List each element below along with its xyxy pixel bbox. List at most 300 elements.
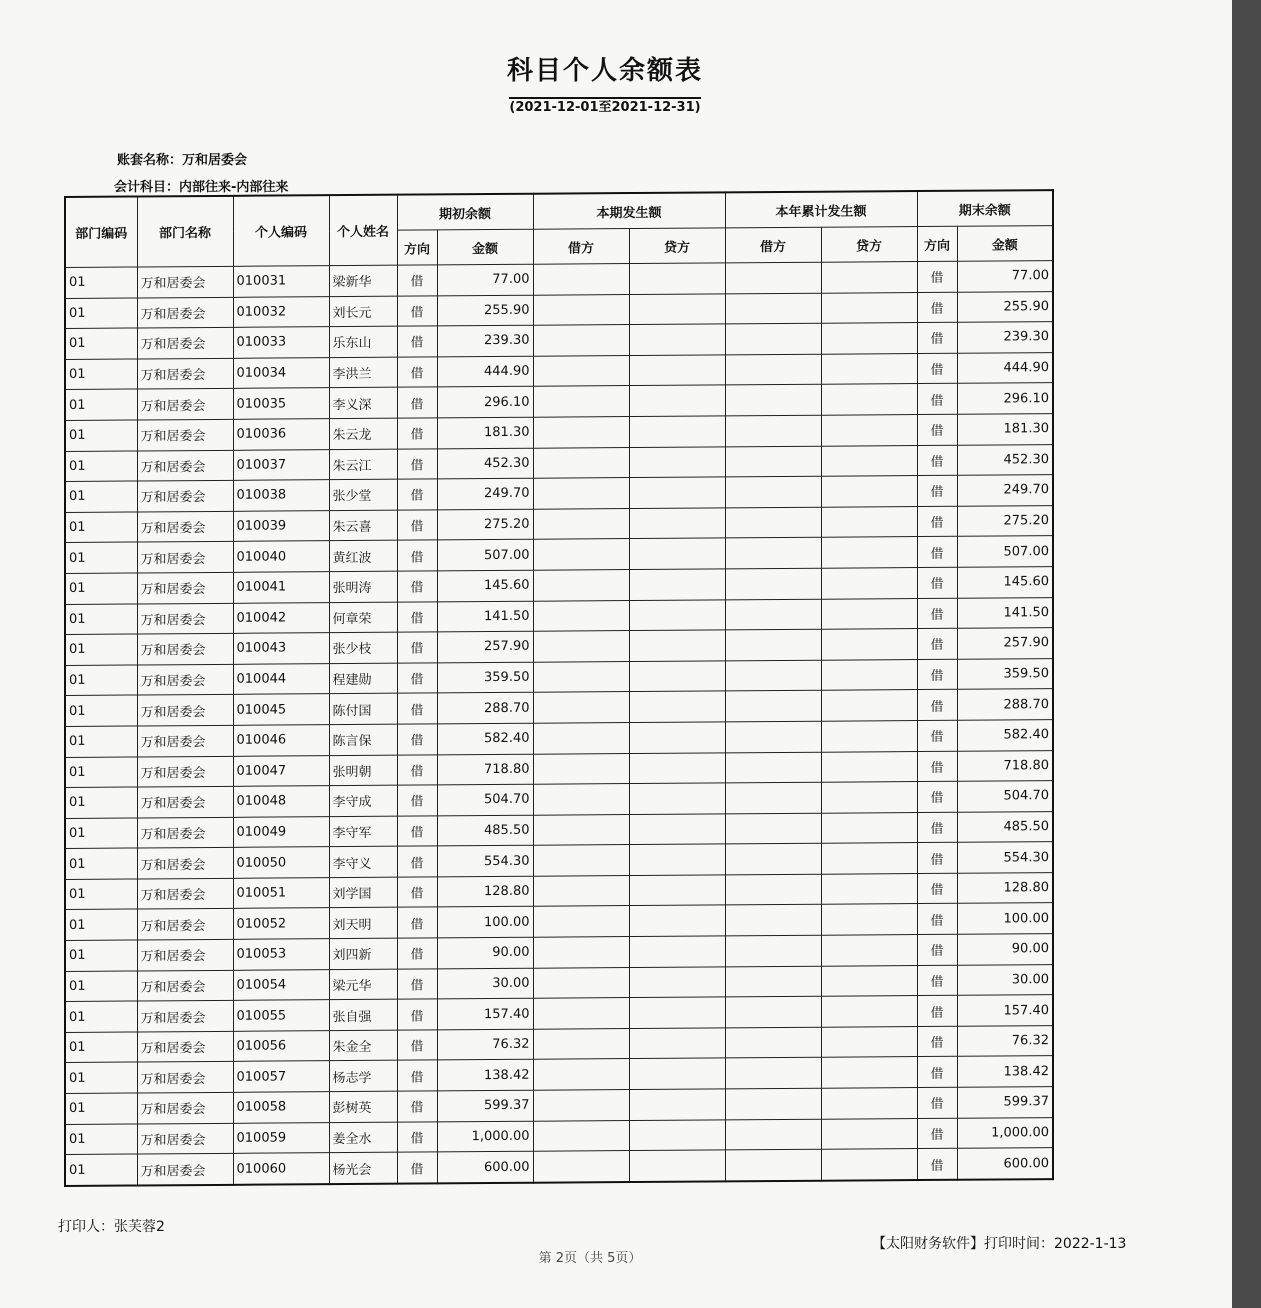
printer-label: 打印人：张芙蓉2 <box>58 1219 165 1235</box>
opening-amount-cell: 452.30 <box>437 448 533 479</box>
opening-direction-cell: 借 <box>397 1030 437 1061</box>
dept-name-cell: 万和居委会 <box>137 603 233 634</box>
dept-code-cell: 01 <box>65 1093 137 1124</box>
subject-label: 会计科目：内部往来-内部往来 <box>114 180 289 195</box>
report-title: 科目个人余额表 <box>506 56 703 86</box>
opening-direction-cell: 借 <box>397 295 437 326</box>
ytd-credit-cell <box>821 782 917 813</box>
current-credit-cell <box>629 446 725 477</box>
closing-direction-cell: 借 <box>917 322 957 353</box>
person-name-cell: 张少枝 <box>329 632 397 663</box>
dept-code-cell: 01 <box>65 573 137 604</box>
closing-amount-cell: 77.00 <box>957 261 1053 292</box>
dept-name-cell: 万和居委会 <box>137 266 233 297</box>
current-credit-cell <box>629 599 725 630</box>
closing-amount-cell: 554.30 <box>957 842 1053 873</box>
current-credit-cell <box>629 569 725 600</box>
opening-amount-cell: 30.00 <box>437 968 533 999</box>
opening-amount-cell: 359.50 <box>437 662 533 693</box>
ytd-debit-cell <box>725 691 821 722</box>
current-credit-cell <box>629 844 725 875</box>
ytd-debit-cell <box>725 323 821 354</box>
closing-amount-cell: 100.00 <box>957 903 1053 934</box>
closing-direction-cell: 借 <box>917 812 957 843</box>
dept-code-cell: 01 <box>65 1032 137 1063</box>
opening-amount-cell: 288.70 <box>437 693 533 724</box>
person-name-cell: 李守成 <box>329 785 397 816</box>
person-code-cell: 010056 <box>233 1030 329 1061</box>
person-code-cell: 010058 <box>233 1092 329 1123</box>
opening-amount-cell: 600.00 <box>437 1151 533 1183</box>
person-code-cell: 010048 <box>233 786 329 817</box>
person-code-cell: 010032 <box>233 296 329 327</box>
dept-code-cell: 01 <box>65 267 137 298</box>
opening-amount-cell: 444.90 <box>437 356 533 387</box>
person-name-cell: 陈付国 <box>329 693 397 724</box>
current-credit-cell <box>629 385 725 416</box>
dept-name-cell: 万和居委会 <box>137 909 233 940</box>
person-name-cell: 陈言保 <box>329 724 397 755</box>
dept-code-cell: 01 <box>65 726 137 757</box>
person-code-cell: 010040 <box>233 541 329 572</box>
report-period <box>0 96 1210 115</box>
dept-code-cell: 01 <box>65 787 137 818</box>
dept-name-cell: 万和居委会 <box>137 939 233 970</box>
col-person-code: 个人编码 <box>233 195 329 266</box>
person-code-cell: 010038 <box>233 480 329 511</box>
ytd-credit-cell <box>821 567 917 598</box>
person-code-cell: 010049 <box>233 816 329 847</box>
opening-direction-cell: 借 <box>397 418 437 449</box>
opening-direction-cell: 借 <box>397 357 437 388</box>
dept-code-cell: 01 <box>65 359 137 390</box>
ytd-debit-cell <box>725 538 821 569</box>
dept-name-cell: 万和居委会 <box>137 1154 233 1186</box>
ytd-credit-cell <box>821 262 917 293</box>
dept-code-cell: 01 <box>65 328 137 359</box>
closing-direction-cell: 借 <box>917 843 957 874</box>
closing-direction-cell: 借 <box>917 1148 957 1179</box>
ytd-credit-cell <box>821 537 917 568</box>
dept-code-cell: 01 <box>65 389 137 420</box>
ytd-debit-cell <box>725 1058 821 1089</box>
dept-name-cell: 万和居委会 <box>137 664 233 695</box>
person-code-cell: 010047 <box>233 755 329 786</box>
col-opening-amount: 金额 <box>437 229 533 265</box>
current-credit-cell <box>629 783 725 814</box>
current-credit-cell <box>629 263 725 294</box>
ytd-credit-cell <box>821 904 917 935</box>
opening-amount-cell: 296.10 <box>437 387 533 418</box>
person-name-cell: 李守军 <box>329 816 397 847</box>
person-code-cell: 010059 <box>233 1122 329 1153</box>
dept-name-cell: 万和居委会 <box>137 1123 233 1154</box>
dept-code-cell: 01 <box>65 634 137 665</box>
current-debit-cell <box>533 1151 629 1183</box>
closing-amount-cell: 255.90 <box>957 291 1053 322</box>
opening-direction-cell: 借 <box>397 846 437 877</box>
ytd-debit-cell <box>725 446 821 477</box>
dept-code-cell: 01 <box>65 879 137 910</box>
person-code-cell: 010034 <box>233 357 329 388</box>
opening-direction-cell: 借 <box>397 1091 437 1122</box>
ytd-credit-cell <box>821 1118 917 1149</box>
person-name-cell: 杨光会 <box>329 1152 397 1184</box>
opening-direction-cell: 借 <box>397 1060 437 1091</box>
person-code-cell: 010037 <box>233 449 329 480</box>
opening-direction-cell: 借 <box>397 938 437 969</box>
current-debit-cell <box>533 1028 629 1059</box>
dept-name-cell: 万和居委会 <box>137 756 233 787</box>
current-credit-cell <box>629 355 725 386</box>
person-code-cell: 010054 <box>233 969 329 1000</box>
person-code-cell: 010050 <box>233 847 329 878</box>
current-debit-cell <box>533 814 629 845</box>
current-credit-cell <box>629 661 725 692</box>
dept-code-cell: 01 <box>65 542 137 573</box>
current-debit-cell <box>533 478 629 509</box>
col-closing: 期末余额 <box>917 190 1053 226</box>
dept-code-cell: 01 <box>65 481 137 512</box>
closing-amount-cell: 296.10 <box>957 383 1053 414</box>
person-code-cell: 010039 <box>233 510 329 541</box>
ytd-debit-cell <box>725 843 821 874</box>
ytd-credit-cell <box>821 598 917 629</box>
closing-direction-cell: 借 <box>917 292 957 323</box>
opening-amount-cell: 718.80 <box>437 754 533 785</box>
col-ytd: 本年累计发生额 <box>725 191 917 228</box>
dept-code-cell: 01 <box>65 512 137 543</box>
software-print-time: 【太阳财务软件】打印时间：2022-1-13 <box>872 1236 1127 1252</box>
current-credit-cell <box>629 630 725 661</box>
dept-name-cell: 万和居委会 <box>137 450 233 481</box>
current-debit-cell <box>533 753 629 784</box>
person-name-cell: 刘学国 <box>329 877 397 908</box>
closing-amount-cell: 249.70 <box>957 475 1053 506</box>
ytd-debit-cell <box>725 507 821 538</box>
closing-amount-cell: 138.42 <box>957 1056 1053 1087</box>
person-name-cell: 彭树英 <box>329 1091 397 1122</box>
person-code-cell: 010060 <box>233 1153 329 1185</box>
current-credit-cell <box>629 1058 725 1089</box>
current-debit-cell <box>533 875 629 906</box>
person-name-cell: 刘长元 <box>329 296 397 327</box>
closing-direction-cell: 借 <box>917 751 957 782</box>
person-code-cell: 010031 <box>233 266 329 297</box>
closing-direction-cell: 借 <box>917 873 957 904</box>
closing-direction-cell: 借 <box>917 1026 957 1057</box>
opening-direction-cell: 借 <box>397 571 437 602</box>
closing-direction-cell: 借 <box>917 1087 957 1118</box>
current-debit-cell <box>533 998 629 1029</box>
dept-name-cell: 万和居委会 <box>137 572 233 603</box>
balance-table-wrap <box>64 189 1054 1187</box>
person-name-cell: 杨志学 <box>329 1061 397 1092</box>
current-debit-cell <box>533 264 629 295</box>
closing-amount-cell: 485.50 <box>957 811 1053 842</box>
ytd-credit-cell <box>821 965 917 996</box>
table-body <box>65 261 1053 1186</box>
closing-amount-cell: 257.90 <box>957 628 1053 659</box>
ytd-debit-cell <box>725 782 821 813</box>
person-name-cell: 黄红波 <box>329 541 397 572</box>
person-code-cell: 010055 <box>233 1000 329 1031</box>
person-code-cell: 010036 <box>233 419 329 450</box>
person-name-cell: 张少堂 <box>329 479 397 510</box>
closing-amount-cell: 452.30 <box>957 444 1053 475</box>
closing-amount-cell: 76.32 <box>957 1025 1053 1056</box>
current-debit-cell <box>533 661 629 692</box>
current-debit-cell <box>533 906 629 937</box>
balance-table <box>64 189 1054 1187</box>
person-code-cell: 010035 <box>233 388 329 419</box>
ytd-debit-cell <box>725 354 821 385</box>
person-code-cell: 010041 <box>233 572 329 603</box>
closing-direction-cell: 借 <box>917 475 957 506</box>
ytd-debit-cell <box>725 721 821 752</box>
current-credit-cell <box>629 1089 725 1120</box>
person-code-cell: 010057 <box>233 1061 329 1092</box>
ytd-debit-cell <box>725 568 821 599</box>
person-name-cell: 刘四新 <box>329 938 397 969</box>
dept-name-cell: 万和居委会 <box>137 817 233 848</box>
person-code-cell: 010043 <box>233 633 329 664</box>
opening-amount-cell: 507.00 <box>437 540 533 571</box>
dept-name-cell: 万和居委会 <box>137 358 233 389</box>
closing-direction-cell: 借 <box>917 904 957 935</box>
current-debit-cell <box>533 325 629 356</box>
opening-direction-cell: 借 <box>397 479 437 510</box>
dept-code-cell: 01 <box>65 818 137 849</box>
person-name-cell: 朱云龙 <box>329 418 397 449</box>
current-credit-cell <box>629 967 725 998</box>
ytd-credit-cell <box>821 384 917 415</box>
opening-amount-cell: 1,000.00 <box>437 1121 533 1152</box>
opening-amount-cell: 100.00 <box>437 907 533 938</box>
current-credit-cell <box>629 752 725 783</box>
person-code-cell: 010042 <box>233 602 329 633</box>
dept-code-cell: 01 <box>65 848 137 879</box>
current-debit-cell <box>533 722 629 753</box>
current-debit-cell <box>533 539 629 570</box>
dept-name-cell: 万和居委会 <box>137 389 233 420</box>
ytd-credit-cell <box>821 690 917 721</box>
closing-direction-cell: 借 <box>917 934 957 965</box>
person-code-cell: 010052 <box>233 908 329 939</box>
closing-direction-cell: 借 <box>917 261 957 292</box>
closing-amount-cell: 275.20 <box>957 505 1053 536</box>
opening-direction-cell: 借 <box>397 265 437 296</box>
col-closing-amount: 金额 <box>957 226 1053 262</box>
closing-direction-cell: 借 <box>917 659 957 690</box>
current-debit-cell <box>533 1090 629 1121</box>
ytd-debit-cell <box>725 262 821 293</box>
opening-direction-cell: 借 <box>397 326 437 357</box>
person-name-cell: 李守义 <box>329 846 397 877</box>
opening-amount-cell: 145.60 <box>437 570 533 601</box>
ytd-debit-cell <box>725 1027 821 1058</box>
ytd-debit-cell <box>725 1119 821 1150</box>
person-name-cell: 朱金全 <box>329 1030 397 1061</box>
page-number: 第 2页（共 5页） <box>538 1251 642 1266</box>
dept-name-cell: 万和居委会 <box>137 1031 233 1062</box>
col-dept-code: 部门编码 <box>65 196 137 267</box>
opening-amount-cell: 485.50 <box>437 815 533 846</box>
person-name-cell: 张明涛 <box>329 571 397 602</box>
table-header <box>65 190 1053 267</box>
dept-name-cell: 万和居委会 <box>137 419 233 450</box>
closing-amount-cell: 1,000.00 <box>957 1117 1053 1148</box>
person-name-cell: 梁新华 <box>329 265 397 296</box>
dept-code-cell: 01 <box>65 940 137 971</box>
table-row <box>65 1148 1053 1186</box>
current-debit-cell <box>533 355 629 386</box>
ytd-debit-cell <box>725 385 821 416</box>
ytd-debit-cell <box>725 752 821 783</box>
current-credit-cell <box>629 416 725 447</box>
ytd-credit-cell <box>821 843 917 874</box>
current-debit-cell <box>533 1120 629 1151</box>
dept-code-cell: 01 <box>65 420 137 451</box>
current-credit-cell <box>629 691 725 722</box>
dept-code-cell: 01 <box>65 665 137 696</box>
current-debit-cell <box>533 692 629 723</box>
closing-amount-cell: 288.70 <box>957 689 1053 720</box>
dept-name-cell: 万和居委会 <box>137 480 233 511</box>
current-debit-cell <box>533 508 629 539</box>
opening-amount-cell: 157.40 <box>437 998 533 1029</box>
ytd-debit-cell <box>725 874 821 905</box>
account-set-label: 账套名称：万和居委会 <box>117 153 248 168</box>
col-closing-direction: 方向 <box>917 226 957 261</box>
ytd-credit-cell <box>821 323 917 354</box>
period-text: (2021-12-01至2021-12-31) <box>509 97 700 115</box>
closing-direction-cell: 借 <box>917 628 957 659</box>
opening-amount-cell: 76.32 <box>437 1029 533 1060</box>
current-debit-cell <box>533 386 629 417</box>
closing-amount-cell: 239.30 <box>957 322 1053 353</box>
ytd-debit-cell <box>725 996 821 1027</box>
closing-amount-cell: 157.40 <box>957 995 1053 1026</box>
opening-direction-cell: 借 <box>397 754 437 785</box>
dept-code-cell: 01 <box>65 604 137 635</box>
current-credit-cell <box>629 538 725 569</box>
dept-name-cell: 万和居委会 <box>137 633 233 664</box>
ytd-credit-cell <box>821 1057 917 1088</box>
current-credit-cell <box>629 905 725 936</box>
opening-direction-cell: 借 <box>397 510 437 541</box>
closing-direction-cell: 借 <box>917 414 957 445</box>
col-dept-name: 部门名称 <box>137 196 233 267</box>
current-credit-cell <box>629 324 725 355</box>
person-name-cell: 何章荣 <box>329 602 397 633</box>
opening-amount-cell: 255.90 <box>437 295 533 326</box>
closing-amount-cell: 181.30 <box>957 414 1053 445</box>
col-opening: 期初余额 <box>397 194 533 230</box>
col-person-name: 个人姓名 <box>329 195 397 266</box>
person-code-cell: 010046 <box>233 725 329 756</box>
closing-amount-cell: 718.80 <box>957 750 1053 781</box>
closing-amount-cell: 599.37 <box>957 1087 1053 1118</box>
opening-amount-cell: 504.70 <box>437 784 533 815</box>
dept-code-cell: 01 <box>65 971 137 1002</box>
person-name-cell: 程建勋 <box>329 663 397 694</box>
closing-amount-cell: 600.00 <box>957 1148 1053 1180</box>
closing-amount-cell: 141.50 <box>957 597 1053 628</box>
current-credit-cell <box>629 936 725 967</box>
dept-name-cell: 万和居委会 <box>137 542 233 573</box>
person-name-cell: 张自强 <box>329 999 397 1030</box>
person-code-cell: 010053 <box>233 939 329 970</box>
current-debit-cell <box>533 1059 629 1090</box>
ytd-credit-cell <box>821 506 917 537</box>
person-name-cell: 刘天明 <box>329 908 397 939</box>
dept-name-cell: 万和居委会 <box>137 786 233 817</box>
dept-name-cell: 万和居委会 <box>137 725 233 756</box>
current-debit-cell <box>533 417 629 448</box>
person-name-cell: 李义深 <box>329 388 397 419</box>
closing-direction-cell: 借 <box>917 598 957 629</box>
ytd-credit-cell <box>821 751 917 782</box>
opening-amount-cell: 128.80 <box>437 876 533 907</box>
current-credit-cell <box>629 814 725 845</box>
current-credit-cell <box>629 722 725 753</box>
ytd-credit-cell <box>821 445 917 476</box>
dept-code-cell: 01 <box>65 1154 137 1186</box>
ytd-credit-cell <box>821 873 917 904</box>
ytd-debit-cell <box>725 293 821 324</box>
opening-amount-cell: 249.70 <box>437 478 533 509</box>
current-credit-cell <box>629 477 725 508</box>
ytd-credit-cell <box>821 476 917 507</box>
dept-name-cell: 万和居委会 <box>137 328 233 359</box>
opening-amount-cell: 138.42 <box>437 1060 533 1091</box>
dept-code-cell: 01 <box>65 1124 137 1155</box>
current-credit-cell <box>629 997 725 1028</box>
closing-direction-cell: 借 <box>917 781 957 812</box>
current-debit-cell <box>533 845 629 876</box>
closing-amount-cell: 128.80 <box>957 872 1053 903</box>
ytd-credit-cell <box>821 415 917 446</box>
opening-amount-cell: 257.90 <box>437 631 533 662</box>
opening-amount-cell: 141.50 <box>437 601 533 632</box>
col-current: 本期发生额 <box>533 192 725 229</box>
closing-amount-cell: 582.40 <box>957 720 1053 751</box>
closing-direction-cell: 借 <box>917 384 957 415</box>
ytd-credit-cell <box>821 1149 917 1181</box>
closing-amount-cell: 90.00 <box>957 934 1053 965</box>
closing-direction-cell: 借 <box>917 965 957 996</box>
ytd-debit-cell <box>725 476 821 507</box>
closing-direction-cell: 借 <box>917 996 957 1027</box>
opening-amount-cell: 275.20 <box>437 509 533 540</box>
dept-name-cell: 万和居委会 <box>137 695 233 726</box>
current-debit-cell <box>533 784 629 815</box>
col-current-credit: 贷方 <box>629 228 725 264</box>
closing-direction-cell: 借 <box>917 690 957 721</box>
closing-direction-cell: 借 <box>917 720 957 751</box>
ytd-debit-cell <box>725 660 821 691</box>
person-name-cell: 梁元华 <box>329 969 397 1000</box>
opening-direction-cell: 借 <box>397 693 437 724</box>
person-name-cell: 朱云喜 <box>329 510 397 541</box>
current-debit-cell <box>533 967 629 998</box>
dept-code-cell: 01 <box>65 909 137 940</box>
opening-direction-cell: 借 <box>397 907 437 938</box>
dept-name-cell: 万和居委会 <box>137 1062 233 1093</box>
opening-direction-cell: 借 <box>397 999 437 1030</box>
current-credit-cell <box>629 508 725 539</box>
